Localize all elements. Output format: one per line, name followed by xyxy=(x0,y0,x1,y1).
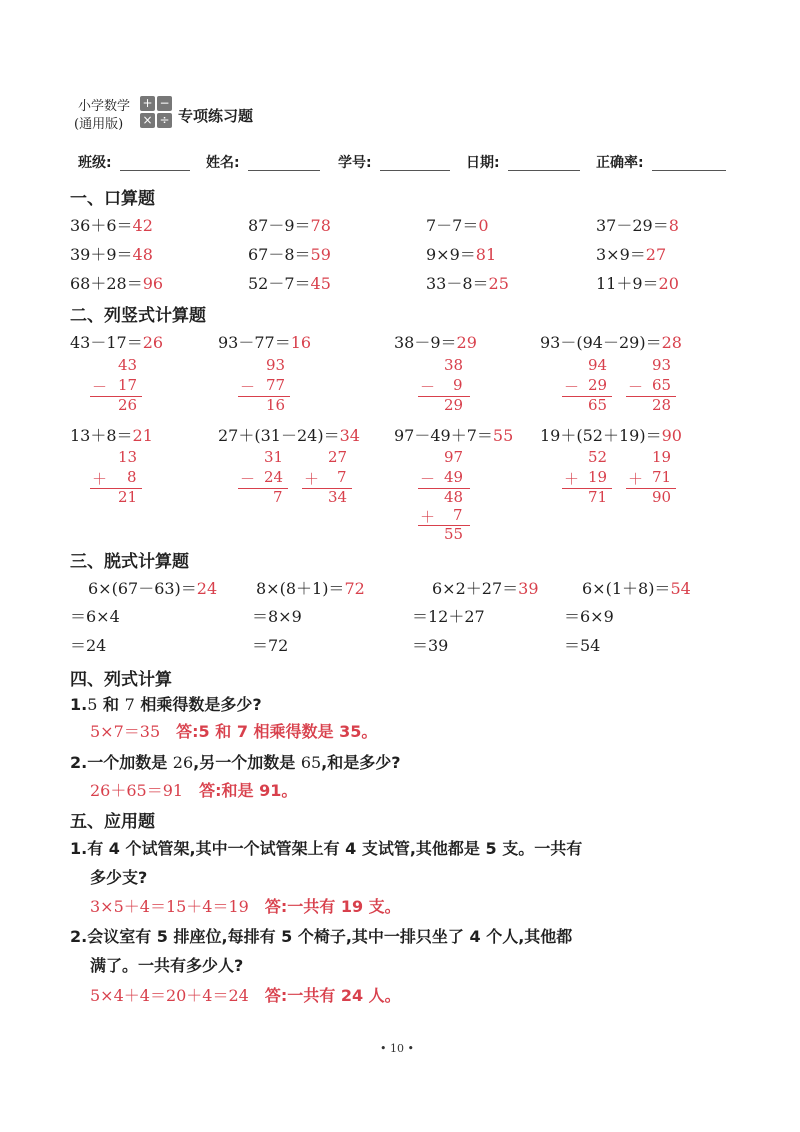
question-text: 2.一个加数是 26,另一个加数是 65,和是多少? xyxy=(70,753,401,772)
question-text: 满了。一共有多少人? xyxy=(90,956,244,975)
oral-item: 39＋9＝48 xyxy=(70,245,153,264)
minus-icon: − xyxy=(157,96,172,111)
step-line: ＝39 xyxy=(412,636,449,655)
stepwise-problem: 6×(67－63)＝24 xyxy=(88,579,218,598)
step-line: ＝6×4 xyxy=(70,607,120,626)
brand-line-2: (通用版) xyxy=(74,117,124,132)
vertical-problem: 93－77＝16 xyxy=(218,333,312,352)
vertical-problem: 93－(94－29)＝28 xyxy=(540,333,682,352)
vertical-problem: 43－17＝26 xyxy=(70,333,164,352)
oral-item: 68＋28＝96 xyxy=(70,274,164,293)
date-label: 日期: xyxy=(466,155,500,171)
step-line: ＝8×9 xyxy=(252,607,302,626)
answer-line: 5×4＋4＝20＋4＝24 答:一共有 24 人。 xyxy=(90,986,401,1005)
step-line: ＝24 xyxy=(70,636,107,655)
vertical-problem: 13＋8＝21 xyxy=(70,426,153,445)
section-4-title: 四、列式计算 xyxy=(70,670,172,690)
step-line: ＝12＋27 xyxy=(412,607,485,626)
student-id-blank xyxy=(380,170,450,171)
date-blank xyxy=(508,170,580,171)
divide-icon: ÷ xyxy=(157,113,172,128)
oral-item: 36＋6＝42 xyxy=(70,216,153,235)
question-text: 1.5 和 7 相乘得数是多少? xyxy=(70,695,262,714)
vertical-problem: 27＋(31－24)＝34 xyxy=(218,426,360,445)
vertical-problem: 38－9＝29 xyxy=(394,333,477,352)
class-label: 班级: xyxy=(78,155,112,171)
stepwise-problem: 6×2＋27＝39 xyxy=(432,579,539,598)
section-5-title: 五、应用题 xyxy=(70,812,155,832)
vertical-problem: 19＋(52＋19)＝90 xyxy=(540,426,682,445)
accuracy-label: 正确率: xyxy=(596,155,644,171)
class-blank xyxy=(120,170,190,171)
question-text: 多少支? xyxy=(90,868,148,887)
stepwise-problem: 6×(1＋8)＝54 xyxy=(582,579,691,598)
section-2-title: 二、列竖式计算题 xyxy=(70,306,206,326)
student-id-label: 学号: xyxy=(338,155,372,171)
oral-item: 11＋9＝20 xyxy=(596,274,679,293)
oral-item: 9×9＝81 xyxy=(426,245,497,264)
step-line: ＝72 xyxy=(252,636,289,655)
section-3-title: 三、脱式计算题 xyxy=(70,552,189,572)
answer-line: 3×5＋4＝15＋4＝19 答:一共有 19 支。 xyxy=(90,897,401,916)
stepwise-problem: 8×(8＋1)＝72 xyxy=(256,579,365,598)
oral-item: 7－7＝0 xyxy=(426,216,489,235)
question-text: 2.会议室有 5 排座位,每排有 5 个椅子,其中一排只坐了 4 个人,其他都 xyxy=(70,927,573,946)
oral-item: 87－9＝78 xyxy=(248,216,331,235)
plus-icon: + xyxy=(140,96,155,111)
oral-item: 3×9＝27 xyxy=(596,245,667,264)
oral-item: 33－8＝25 xyxy=(426,274,509,293)
multiply-icon: × xyxy=(140,113,155,128)
step-line: ＝54 xyxy=(564,636,601,655)
vertical-problem: 97－49＋7＝55 xyxy=(394,426,514,445)
oral-item: 37－29＝8 xyxy=(596,216,679,235)
accuracy-blank xyxy=(652,170,726,171)
brand-line-1: 小学数学 xyxy=(78,99,131,114)
oral-item: 67－8＝59 xyxy=(248,245,331,264)
answer-line: 5×7＝35 答:5 和 7 相乘得数是 35。 xyxy=(90,722,378,741)
name-blank xyxy=(248,170,320,171)
page-number: • 10 • xyxy=(380,1042,414,1055)
name-label: 姓名: xyxy=(206,155,240,171)
question-text: 1.有 4 个试管架,其中一个试管架上有 4 支试管,其他都是 5 支。一共有 xyxy=(70,839,583,858)
step-line: ＝6×9 xyxy=(564,607,614,626)
answer-line: 26＋65＝91 答:和是 91。 xyxy=(90,781,298,800)
section-1-title: 一、口算题 xyxy=(70,189,155,209)
worksheet-title: 专项练习题 xyxy=(178,107,254,125)
math-symbols-logo xyxy=(140,96,174,130)
oral-item: 52－7＝45 xyxy=(248,274,331,293)
